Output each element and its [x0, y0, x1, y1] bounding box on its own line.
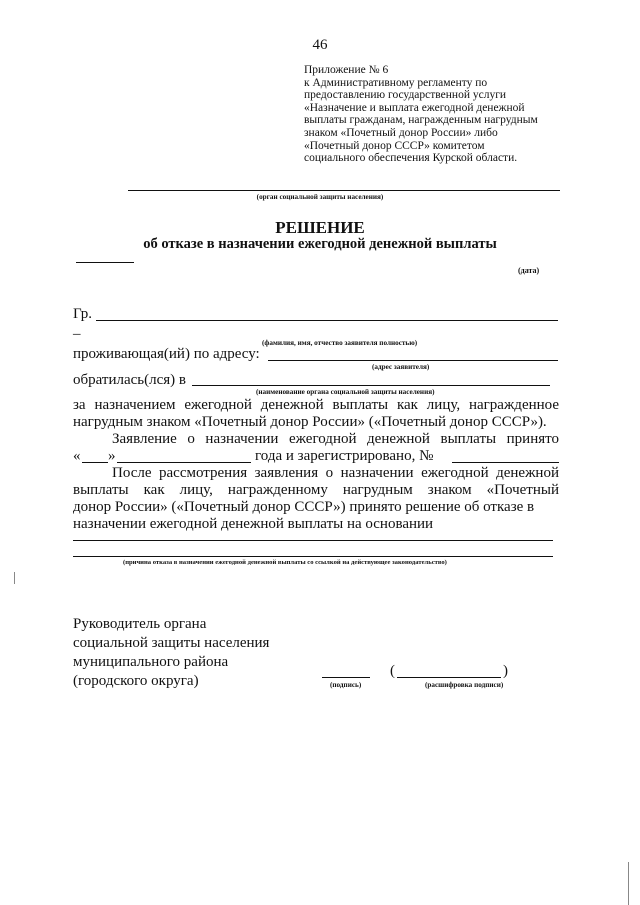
- paren-open: (: [390, 663, 395, 679]
- review-line: донор России» («Почетный донор СССР») принято решение об отказе в: [73, 499, 535, 515]
- org-caption: (орган социальной защиты населения): [256, 193, 384, 201]
- applied-caption: (наименование органа социальной защиты населения): [256, 388, 435, 396]
- header-line: «Почетный донор СССР» комитетом: [304, 139, 485, 152]
- header-line: социального обеспечения Курской области.: [304, 152, 518, 165]
- purpose-line: за назначением ежегодной денежной выплаты как лицу, награжденное: [73, 397, 559, 413]
- address-line[interactable]: [268, 360, 558, 361]
- document-subtitle: об отказе в назначении ежегодной денежной выплаты: [143, 236, 497, 252]
- address-label: проживающая(ий) по адресу:: [73, 346, 260, 362]
- registered-text: года и зарегистрировано, №: [255, 448, 434, 464]
- header-line: выплаты гражданам, награжденным нагрудным: [304, 114, 538, 127]
- header-line: к Административному регламенту по: [304, 76, 488, 89]
- review-line: назначении ежегодной денежной выплаты на основании: [73, 516, 434, 532]
- appendix-header: [304, 64, 564, 165]
- header-line: «Назначение и выплата ежегодной денежной: [304, 101, 525, 114]
- signatory-line: Руководитель органа: [73, 616, 207, 632]
- header-line: знаком «Почетный донор России» либо: [304, 126, 498, 139]
- review-line: выплаты как лицу, награжденному нагрудным знаком «Почетный: [73, 482, 559, 498]
- org-line[interactable]: [128, 190, 560, 191]
- applied-label: обратилась(лся) в: [73, 372, 186, 388]
- citizen-prefix: Гр.: [73, 306, 92, 322]
- citizen-name-line[interactable]: [96, 320, 558, 321]
- reason-line[interactable]: [73, 556, 553, 557]
- header-line: предоставлению государственной услуги: [304, 89, 507, 102]
- signature-caption: (подпись): [330, 681, 362, 689]
- dash: –: [73, 326, 81, 342]
- document-title: РЕШЕНИЕ: [275, 218, 365, 237]
- registration-number-line[interactable]: [452, 462, 559, 463]
- accepted-line: Заявление о назначении ежегодной денежной выплаты принято: [112, 431, 559, 447]
- signatory-block: [73, 615, 269, 691]
- day-line[interactable]: [82, 462, 108, 463]
- name-caption: (фамилия, имя, отчество заявителя полностью): [262, 339, 418, 347]
- address-caption: (адрес заявителя): [372, 363, 430, 371]
- signatory-line: муниципального района: [73, 654, 229, 670]
- decode-line[interactable]: [397, 677, 501, 678]
- quote-open: «: [73, 448, 81, 464]
- decode-caption: (расшифровка подписи): [425, 681, 504, 689]
- date-line[interactable]: [76, 262, 134, 263]
- applied-org-line[interactable]: [192, 385, 550, 386]
- signatory-line: социальной защиты населения: [73, 635, 270, 651]
- purpose-line: нагрудным знаком «Почетный донор России» («Почетный донор СССР»).: [73, 414, 547, 430]
- paren-close: ): [503, 663, 508, 679]
- signature-line[interactable]: [322, 677, 370, 678]
- quote-close: »: [108, 448, 116, 464]
- reason-caption: (причина отказа в назначении ежегодной денежной выплаты со ссылкой на действующее законодательство): [123, 559, 447, 566]
- signatory-line: (городского округа): [73, 673, 199, 689]
- review-line: После рассмотрения заявления о назначении ежегодной денежной: [112, 465, 559, 481]
- month-line[interactable]: [117, 462, 251, 463]
- page-number: 46: [312, 37, 328, 53]
- date-caption: (дата): [518, 266, 540, 275]
- appendix-title: Приложение № 6: [304, 64, 389, 76]
- scan-mark: [628, 862, 629, 905]
- scan-mark: [14, 572, 15, 584]
- reason-line[interactable]: [73, 540, 553, 541]
